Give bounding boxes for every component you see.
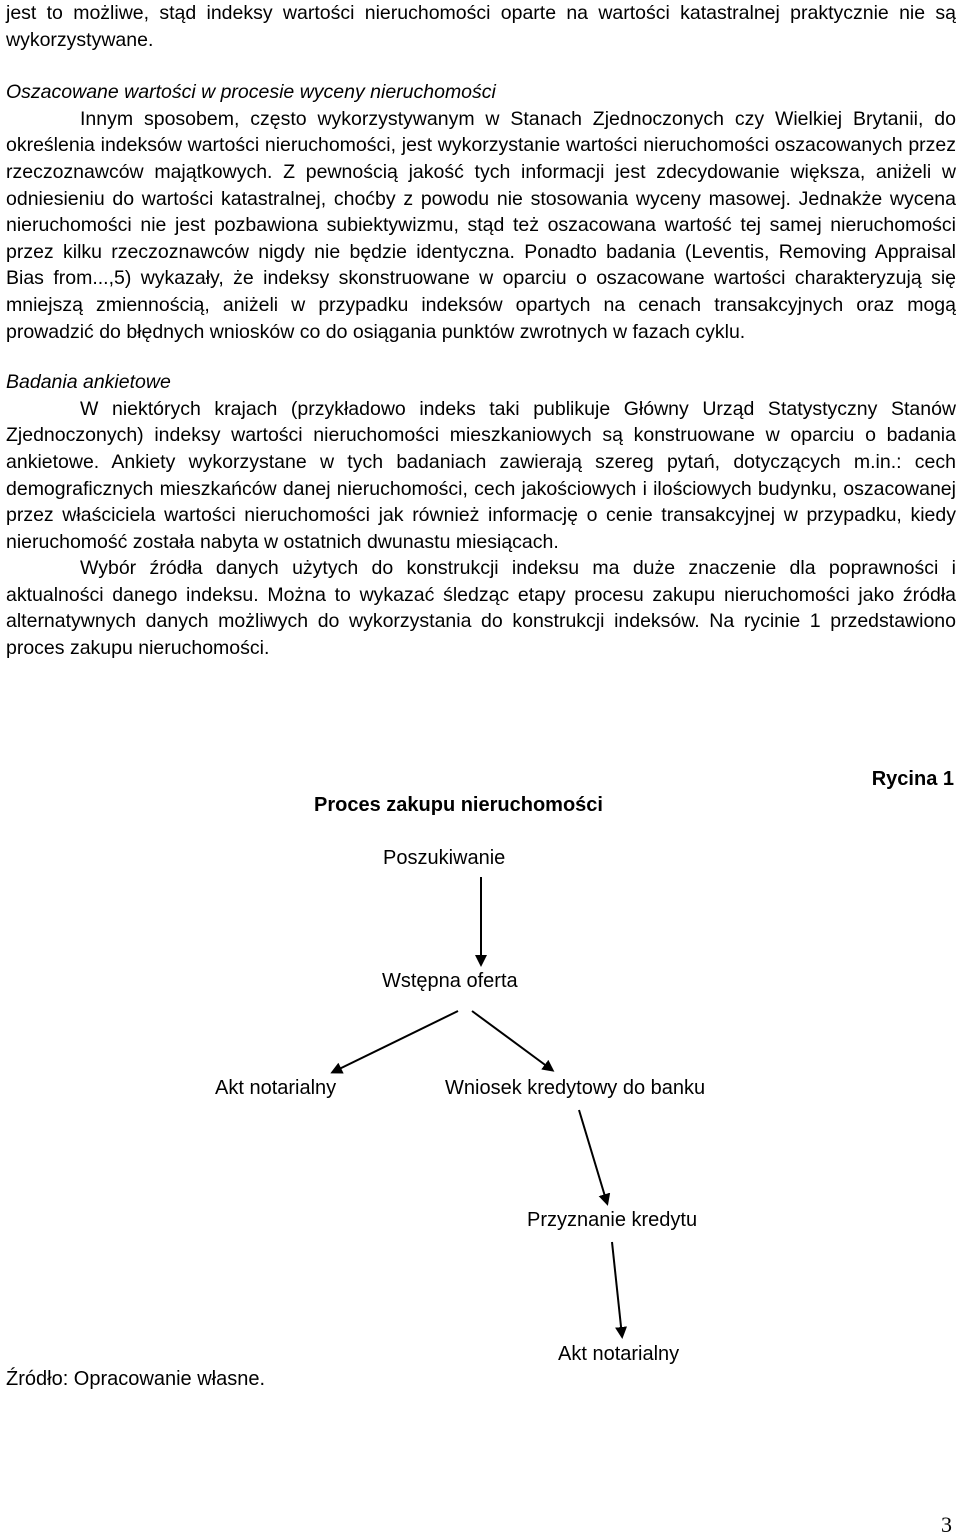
- paragraph-appraised-values: Innym sposobem, często wykorzystywanym w Stanach Zjednoczonych czy Wielkiej Brytanii, do określenia indeksów wartości nieruchomości, jest wykorzystanie wartości nieruchomości oszacowanych przez rzeczoznawców majątkowych. Z pewnością jakość tych informacji jest zdecydowanie większa, aniżeli w odniesieniu do wartości katastralnej, choćby z powodu nie stosowania wyceny masowej. Jednakże wycena nieruchomości nie jest pozbawiona subiektywizmu, stąd też oszacowana wartość tej samej nieruchomości przez kilku rzeczoznawców nigdy nie będzie identyczna. Ponadto badania (Leventis, Removing Appraisal Bias from...,5) wykazały, że indeksy skonstruowane w oparciu o oszacowane wartości charakteryzują się mniejszą zmiennością, aniżeli w przypadku indeksów opartych na cenach transakcyjnych oraz mogą prowadzić do błędnych wniosków co do osiągania punktów zwrotnych w fazach cyklu.: [6, 107, 956, 343]
- figure-title: Proces zakupu nieruchomości: [314, 794, 603, 816]
- figure-label: Rycina 1: [871, 768, 954, 790]
- arrow-grant-to-notary: [612, 1242, 622, 1336]
- node-initial-offer: Wstępna oferta: [382, 970, 518, 992]
- arrow-loan-app-to-grant: [579, 1110, 607, 1203]
- node-search: Poszukiwanie: [383, 847, 506, 869]
- node-loan-application: Wniosek kredytowy do banku: [445, 1077, 706, 1099]
- paragraph-continuation: jest to możliwe, stąd indeksy wartości nieruchomości oparte na wartości katastralnej praktycznie nie są wykorzystywane.: [6, 2, 956, 51]
- node-loan-granted: Przyznanie kredytu: [527, 1209, 698, 1231]
- figure-purchase-process: [0, 740, 960, 1460]
- node-notary-deed-1: Akt notarialny: [215, 1077, 337, 1099]
- paragraph-data-source: Wybór źródła danych użytych do konstrukcji indeksu ma duże znaczenie dla poprawności i aktualności danego indeksu. Można to wykazać śledząc etapy procesu zakupu nieruchomości jako źródła alternatywnych danych możliwych do wykorzystania do konstrukcji indeksów. Na rycinie 1 przedstawiono proces zakupu nieruchomości.: [6, 557, 956, 660]
- figure-source: Źródło: Opracowanie własne.: [6, 1368, 266, 1390]
- section-heading-surveys: Badania ankietowe: [6, 371, 171, 394]
- paragraph-surveys: W niektórych krajach (przykładowo indeks taki publikuje Główny Urząd Statystyczny Stanów Zjednoczonych) indeksy wartości nieruchomości mieszkaniowych są konstruowane w oparciu o badania ankietowe. Ankiety wykorzystane w tych badaniach zawierają szereg pytań, dotyczących m.in.: cech demograficznych mieszkańców danej nieruchomości, cech jakościowych i ilościowych budynku, oszacowanej przez właściciela wartości nieruchomości jak również informację o cenie transakcyjnej w przypadku, kiedy nieruchomość została nabyta w ostatnich dwunastu miesiącach.: [6, 397, 956, 553]
- arrow-offer-to-notary: [333, 1011, 458, 1072]
- section-heading-appraised-values: Oszacowane wartości w procesie wyceny nieruchomości: [6, 81, 496, 104]
- node-notary-deed-2: Akt notarialny: [558, 1343, 680, 1365]
- flow-arrows: [0, 740, 960, 1460]
- page-number: 3: [941, 1512, 952, 1537]
- document-body: [6, 0, 956, 662]
- arrow-offer-to-loan-app: [472, 1011, 552, 1070]
